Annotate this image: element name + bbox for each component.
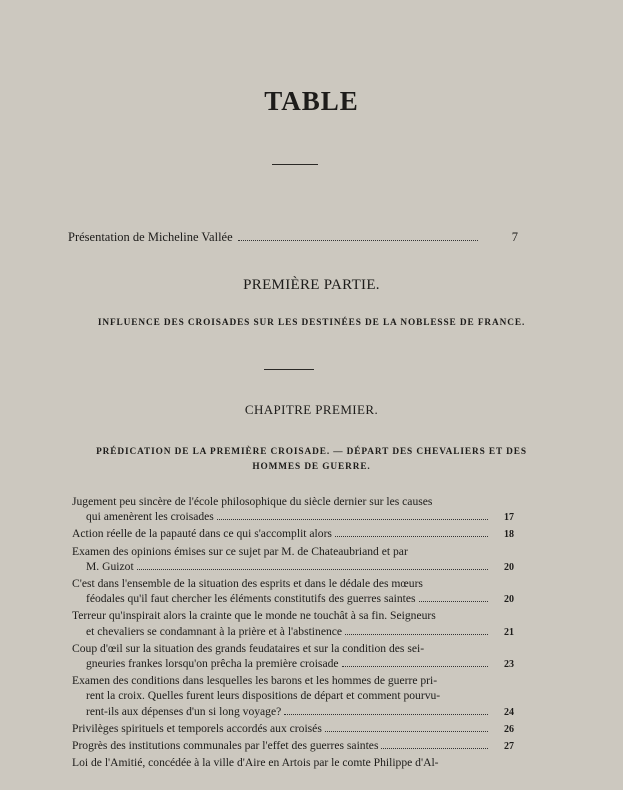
toc-entry	[72, 526, 514, 542]
toc-entry-text: Coup d'œil sur la situation des grands feudataires et sur la condition des sei-	[72, 641, 425, 655]
toc-entry-text: rent la croix. Quelles furent leurs dispositions de départ et comment pourvu-	[86, 689, 441, 703]
leader-dots	[419, 601, 489, 602]
chapter-subtitle	[0, 445, 623, 475]
toc-entry-line	[72, 755, 514, 770]
toc-entry	[72, 576, 514, 607]
toc-entry-line	[72, 544, 514, 559]
toc-entry-page: 17	[504, 512, 514, 524]
leader-dots	[325, 731, 488, 732]
toc-entry-text: Progrès des institutions communales par l'effet des guerres saintes	[72, 739, 379, 753]
toc-entry	[72, 721, 514, 737]
toc-entry-text: Terreur qu'inspirait alors la crainte que le monde ne touchât à sa fin. Seigneurs	[72, 609, 436, 623]
toc-entry-page: 27	[504, 741, 514, 753]
leader-dots	[217, 519, 488, 520]
toc-entry-line	[72, 656, 514, 672]
toc-entry-line	[72, 673, 514, 688]
toc-entry-line	[72, 624, 514, 640]
presentation-entry	[68, 230, 518, 245]
leader-dots	[335, 536, 488, 537]
toc-entry-text: et chevaliers se condamnant à la prière et à l'abstinence	[86, 624, 343, 638]
toc-entries	[72, 494, 514, 771]
presentation-label: Présentation de Micheline Vallée	[68, 230, 233, 244]
toc-entry-text: féodales qu'il faut chercher les éléments constitutifs des guerres saintes	[86, 592, 416, 606]
toc-entry-line	[72, 738, 514, 754]
chapter-subtitle-line: HOMMES DE GUERRE.	[252, 462, 371, 472]
toc-entry-text: qui amenèrent les croisades	[86, 510, 214, 524]
toc-entry-text: gneuries frankes lorsqu'on prêcha la première croisade	[86, 657, 339, 671]
toc-entry-text: Jugement peu sincère de l'école philosophique du siècle dernier sur les causes	[72, 495, 433, 508]
toc-entry	[72, 608, 514, 639]
toc-entry-line	[72, 494, 514, 509]
toc-entry-line	[72, 641, 514, 656]
toc-entry-page: 20	[504, 594, 514, 606]
toc-entry-text: Loi de l'Amitié, concédée à la ville d'Aire en Artois par le comte Philippe d'Al-	[72, 756, 439, 770]
toc-entry	[72, 494, 514, 525]
toc-entry-page: 26	[504, 723, 514, 735]
chapter-title: CHAPITRE PREMIER.	[244, 402, 379, 417]
presentation-page: 7	[511, 230, 518, 244]
toc-entry-text: C'est dans l'ensemble de la situation des esprits et dans le dédale des mœurs	[72, 577, 423, 591]
title-rule	[272, 164, 318, 165]
leader-dots	[238, 240, 478, 241]
toc-entry-line	[72, 509, 514, 525]
toc-entry	[72, 738, 514, 754]
toc-entry-line	[72, 591, 514, 607]
leader-dots	[284, 714, 488, 715]
part-rule	[264, 369, 314, 370]
page-title: TABLE	[264, 86, 359, 116]
toc-entry	[72, 673, 514, 720]
toc-entry-text: rent-ils aux dépenses d'un si long voyage?	[86, 704, 282, 718]
toc-entry-line	[72, 721, 514, 737]
leader-dots	[342, 666, 488, 667]
chapter-subtitle-line: PRÉDICATION DE LA PREMIÈRE CROISADE. — DÉPART DES CHEVALIERS ET DES	[96, 447, 527, 457]
toc-entry-page: 18	[504, 529, 514, 541]
part-subtitle: INFLUENCE DES CROISADES SUR LES DESTINÉES DE LA NOBLESSE DE FRANCE.	[97, 318, 526, 328]
toc-entry	[72, 641, 514, 672]
toc-entry-text: Privilèges spirituels et temporels accordés aux croisés	[72, 721, 322, 735]
toc-entry-line	[72, 526, 514, 542]
toc-entry-text: Action réelle de la papauté dans ce qui s'accomplit alors	[72, 527, 332, 541]
toc-entry-line	[72, 704, 514, 720]
toc-entry-text: M. Guizot	[86, 559, 134, 573]
leader-dots	[381, 748, 488, 749]
toc-entry-page: 20	[504, 561, 514, 573]
toc-entry-page: 21	[504, 626, 514, 638]
part-title: PREMIÈRE PARTIE.	[243, 277, 380, 293]
toc-entry-text: Examen des opinions émises sur ce sujet par M. de Chateaubriand et par	[72, 544, 408, 558]
toc-entry-line	[72, 608, 514, 623]
toc-entry	[72, 544, 514, 575]
toc-entry-page: 24	[504, 706, 514, 718]
leader-dots	[345, 634, 488, 635]
toc-entry-text: Examen des conditions dans lesquelles les barons et les hommes de guerre pri-	[72, 674, 438, 688]
toc-entry-line	[72, 688, 514, 703]
toc-entry-line	[72, 559, 514, 575]
toc-entry-line	[72, 576, 514, 591]
toc-entry	[72, 755, 514, 770]
toc-entry-page: 23	[504, 659, 514, 671]
leader-dots	[137, 569, 488, 570]
